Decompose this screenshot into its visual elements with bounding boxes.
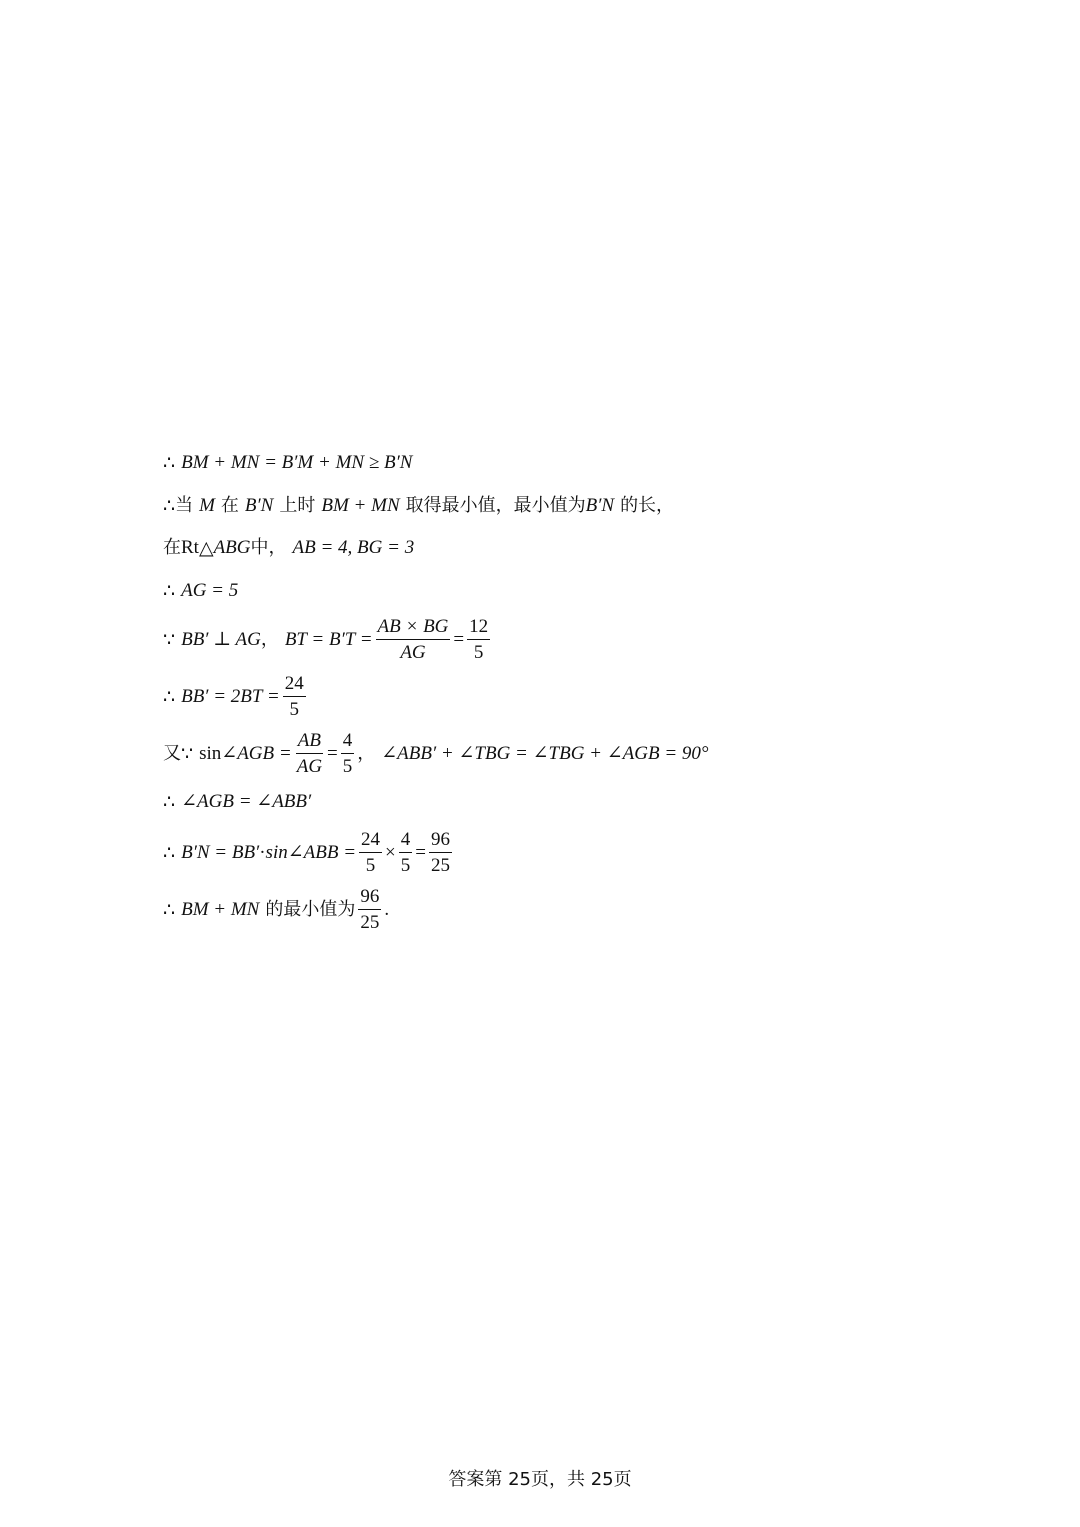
text-fragment: 当 — [175, 495, 194, 516]
fraction-denominator: AG — [400, 642, 426, 663]
fraction — [283, 672, 306, 721]
fraction-denominator: 5 — [400, 855, 411, 876]
math-var: ABG — [213, 537, 251, 558]
therefore-symbol: ∴ — [163, 495, 176, 517]
math-expression: sin∠ABB = — [265, 841, 357, 863]
solution-line-3 — [163, 536, 414, 560]
fraction-numerator: 24 — [283, 672, 306, 697]
period: . — [384, 898, 390, 920]
math-expression: ∠ABB′ + ∠TBG = ∠TBG + ∠AGB = 90° — [381, 742, 709, 764]
math-expression: BT = B′T = — [284, 628, 373, 650]
equals-sign: = — [415, 841, 426, 863]
solution-line-7 — [163, 729, 709, 778]
fraction — [359, 828, 382, 877]
therefore-symbol: ∴ — [163, 841, 176, 864]
solution-line-2 — [163, 494, 674, 518]
fraction — [295, 729, 324, 778]
math-var: M — [199, 495, 215, 516]
text-fragment: 的最小值为 — [265, 898, 356, 920]
fraction-numerator: 4 — [341, 729, 355, 754]
therefore-symbol: ∴ — [163, 791, 176, 813]
text-fragment: 的长， — [620, 495, 675, 516]
fraction-denominator: AG — [296, 756, 323, 777]
because-symbol: ∵ — [181, 742, 194, 765]
text-fragment: 在 — [163, 537, 181, 558]
fraction-numerator: AB × BG — [376, 615, 451, 640]
solution-line-5 — [163, 615, 493, 664]
fraction — [467, 615, 490, 664]
triangle-symbol: △ — [198, 537, 214, 559]
therefore-symbol: ∴ — [163, 580, 176, 602]
equals-sign: = — [453, 628, 465, 650]
text-fragment: 又 — [163, 742, 181, 764]
math-expression: BB′ ⊥ AG — [181, 628, 261, 650]
fraction-numerator: 96 — [358, 885, 381, 910]
math-expression: AG = 5 — [181, 580, 239, 601]
dot-operator: · — [259, 841, 266, 863]
sin-function: sin — [199, 742, 222, 764]
text-fragment: 上时 — [279, 495, 316, 516]
fraction-numerator: AB — [296, 729, 323, 754]
math-expression: BM + MN — [321, 495, 400, 516]
math-expression: ∠AGB = ∠ABB′ — [181, 791, 312, 812]
math-expression: BB′ = 2BT = — [181, 685, 280, 707]
fraction-denominator: 5 — [342, 756, 353, 777]
solution-line-1 — [163, 451, 412, 475]
text-fragment: 中， — [250, 537, 287, 558]
fraction-numerator: 4 — [399, 828, 413, 853]
text-fragment: 取得最小值，最小值为 — [405, 495, 586, 516]
fraction-denominator: 25 — [430, 855, 450, 876]
fraction — [376, 615, 451, 664]
therefore-symbol: ∴ — [163, 898, 176, 921]
solution-line-8 — [163, 790, 311, 814]
text-fragment: 在 — [220, 495, 239, 516]
fraction-denominator: 5 — [473, 642, 484, 663]
math-expression: BM + MN — [181, 898, 260, 920]
math-expression: BM + MN = B′M + MN ≥ B′N — [181, 452, 413, 473]
math-var: B′N — [585, 495, 615, 516]
fraction-numerator: 24 — [359, 828, 382, 853]
fraction-denominator: 5 — [289, 699, 299, 720]
therefore-symbol: ∴ — [163, 685, 176, 708]
fraction — [399, 828, 413, 877]
fraction — [429, 828, 452, 877]
fraction-denominator: 25 — [360, 912, 380, 933]
math-expression: B′N = BB′ — [181, 841, 260, 863]
equals-sign: = — [327, 742, 338, 764]
fraction — [358, 885, 381, 934]
solution-line-10 — [163, 885, 389, 934]
page-footer: 答案第 25页，共 25页 — [448, 1469, 632, 1490]
because-symbol: ∵ — [163, 628, 176, 651]
fraction-numerator: 96 — [429, 828, 452, 853]
therefore-symbol: ∴ — [163, 452, 176, 474]
math-expression: ∠AGB = — [221, 742, 292, 764]
solution-line-4 — [163, 579, 238, 603]
fraction-numerator: 12 — [467, 615, 490, 640]
fraction-denominator: 5 — [365, 855, 376, 876]
times-sign: × — [385, 841, 396, 863]
solution-line-9 — [163, 828, 455, 877]
solution-line-6 — [163, 672, 309, 721]
math-var: B′N — [244, 495, 274, 516]
math-expression: AB = 4, BG = 3 — [292, 537, 415, 558]
text-fragment: ， — [357, 742, 376, 764]
text-fragment: ， — [260, 628, 279, 650]
fraction — [341, 729, 355, 778]
math-rt: Rt — [181, 537, 199, 558]
